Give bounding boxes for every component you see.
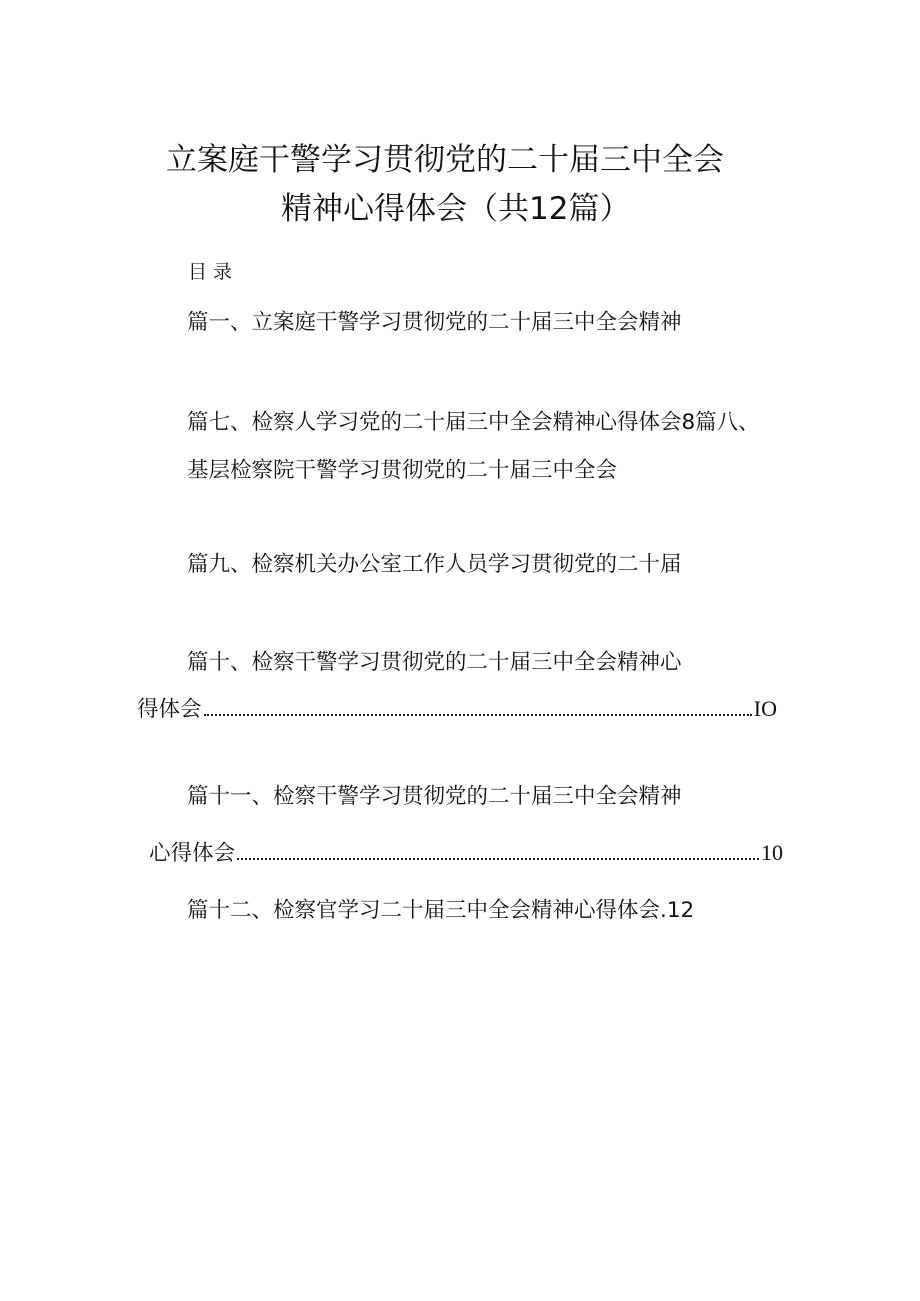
toc-entry-7[interactable]: 篇七、检察人学习党的二十届三中全会精神心得体会8篇八、: [187, 410, 760, 435]
toc-entry-10[interactable]: 篇十、检察干警学习贯彻党的二十届三中全会精神心: [187, 650, 682, 675]
document-title-line-1: 立案庭干警学习贯彻党的二十届三中全会: [166, 142, 724, 178]
toc-entry-10-continued[interactable]: [137, 692, 777, 723]
toc-entry-9[interactable]: 篇九、检察机关办公室工作人员学习贯彻党的二十届: [187, 552, 682, 577]
toc-entry-text: 心得体会: [149, 841, 236, 866]
toc-entry-text: 得体会: [137, 697, 202, 722]
page-number: 10: [761, 840, 783, 865]
toc-entry-11[interactable]: 篇十一、检察干警学习贯彻党的二十届三中全会精神: [187, 784, 682, 809]
toc-heading: 目录: [188, 261, 239, 283]
toc-entry-8[interactable]: 基层检察院干警学习贯彻党的二十届三中全会: [187, 458, 618, 483]
toc-entry-11-continued[interactable]: [149, 836, 783, 867]
toc-entry-12[interactable]: 篇十二、检察官学习二十届三中全会精神心得体会.12: [187, 898, 695, 923]
page-number: IO: [753, 696, 777, 721]
toc-entry-1[interactable]: 篇一、立案庭干警学习贯彻党的二十届三中全会精神: [187, 310, 682, 335]
dot-leader: [237, 857, 759, 860]
dot-leader: [204, 713, 752, 716]
document-title-line-2: 精神心得体会（共12篇）: [281, 191, 631, 227]
